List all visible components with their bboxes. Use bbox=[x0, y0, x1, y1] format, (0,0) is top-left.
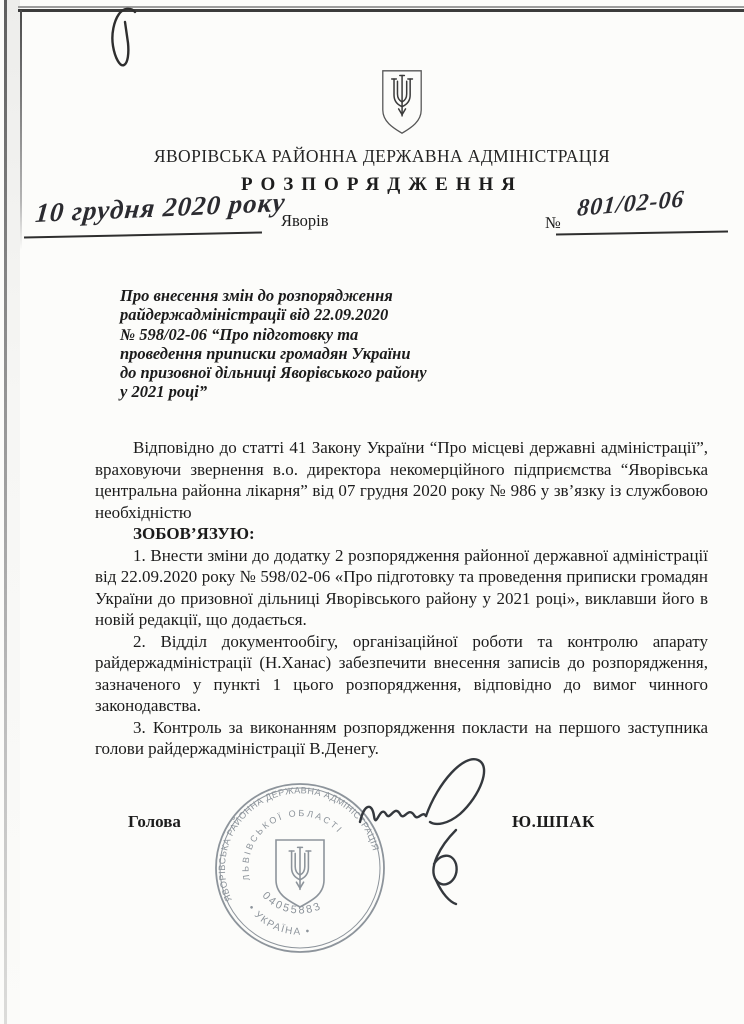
subject-line: у 2021 році” bbox=[120, 382, 208, 402]
organization-name: ЯВОРІВСЬКА РАЙОННА ДЕРЖАВНА АДМІНІСТРАЦІЯ bbox=[153, 146, 611, 166]
place-name: Яворів bbox=[281, 211, 329, 230]
scan-shadow-band bbox=[7, 0, 20, 1024]
handwritten-signature bbox=[352, 752, 537, 917]
resolve-heading: ЗОБОВ’ЯЗУЮ: bbox=[133, 524, 255, 543]
seal-inner-text: ЛЬВІВСЬКОЇ ОБЛАСТІ bbox=[240, 808, 346, 882]
handwritten-date: 10 грудня 2020 року bbox=[34, 186, 287, 228]
handwritten-number: 801/02-06 bbox=[576, 186, 686, 222]
svg-text:ЛЬВІВСЬКОЇ ОБЛАСТІ bbox=[240, 808, 345, 881]
resolve-item-2: 2. Відділ документообігу, організаційної роботи та контролю апарату райдержадміністрації (Н.Ханас) забезпечити внесення записів до розпорядження, зазначеного у пункті 1 цього розпорядження, відповідно до вимог чинного законодавства. bbox=[95, 631, 708, 715]
resolve-item-1: 1. Внести зміни до додатку 2 розпорядження районної державної адміністрації від 22.09.2020 року № 598/02-06 «Про підготовку та проведення приписки громадян України до призовної дільниці Яворівського району у 2021 році», виклавши його в новій редакції, що додається. bbox=[95, 545, 708, 629]
document-body bbox=[95, 437, 708, 760]
date-underline bbox=[24, 232, 262, 239]
resolve-item-3: 3. Контроль за виконанням розпорядження покласти на першого заступника голови райдержадміністрації В.Денегу. bbox=[95, 717, 708, 758]
signer-title: Голова bbox=[128, 812, 181, 831]
signer-name: Ю.ШПАК bbox=[512, 812, 595, 831]
document-type-title: РОЗПОРЯДЖЕННЯ bbox=[240, 174, 524, 195]
scan-edge-line-left bbox=[4, 0, 7, 1024]
seal-country-text: • УКРАЇНА • bbox=[245, 903, 312, 938]
subject-block bbox=[120, 286, 550, 402]
scan-edge-line-left-inner bbox=[20, 10, 22, 250]
subject-line: райдержадміністрації від 22.09.2020 bbox=[120, 305, 389, 325]
paperclip-icon bbox=[95, 6, 145, 76]
trident-emblem-icon bbox=[378, 64, 426, 140]
subject-line: проведення приписки громадян України bbox=[120, 343, 411, 363]
subject-line: № 598/02-06 “Про підготовку та bbox=[120, 324, 359, 344]
number-underline bbox=[556, 230, 728, 235]
seal-code-text: 04055883 bbox=[259, 889, 324, 917]
intro-paragraph: Відповідно до статті 41 Закону України “Про місцеві державні адміністрації”, враховуючи звернення в.о. директора некомерційного підприємства “Яворівська центральна районна лікарня” від 07 грудня 2020 року № 986 у зв’язку із службовою необхідністю bbox=[95, 438, 708, 522]
seal-outer-text: ЯВОРІВСЬКА РАЙОННА ДЕРЖАВНА АДМІНІСТРАЦІЯ bbox=[216, 785, 381, 904]
number-label: № bbox=[545, 213, 561, 232]
subject-line: до призовної дільниці Яворівського району bbox=[120, 363, 427, 383]
subject-line: Про внесення змін до розпорядження bbox=[120, 286, 393, 305]
